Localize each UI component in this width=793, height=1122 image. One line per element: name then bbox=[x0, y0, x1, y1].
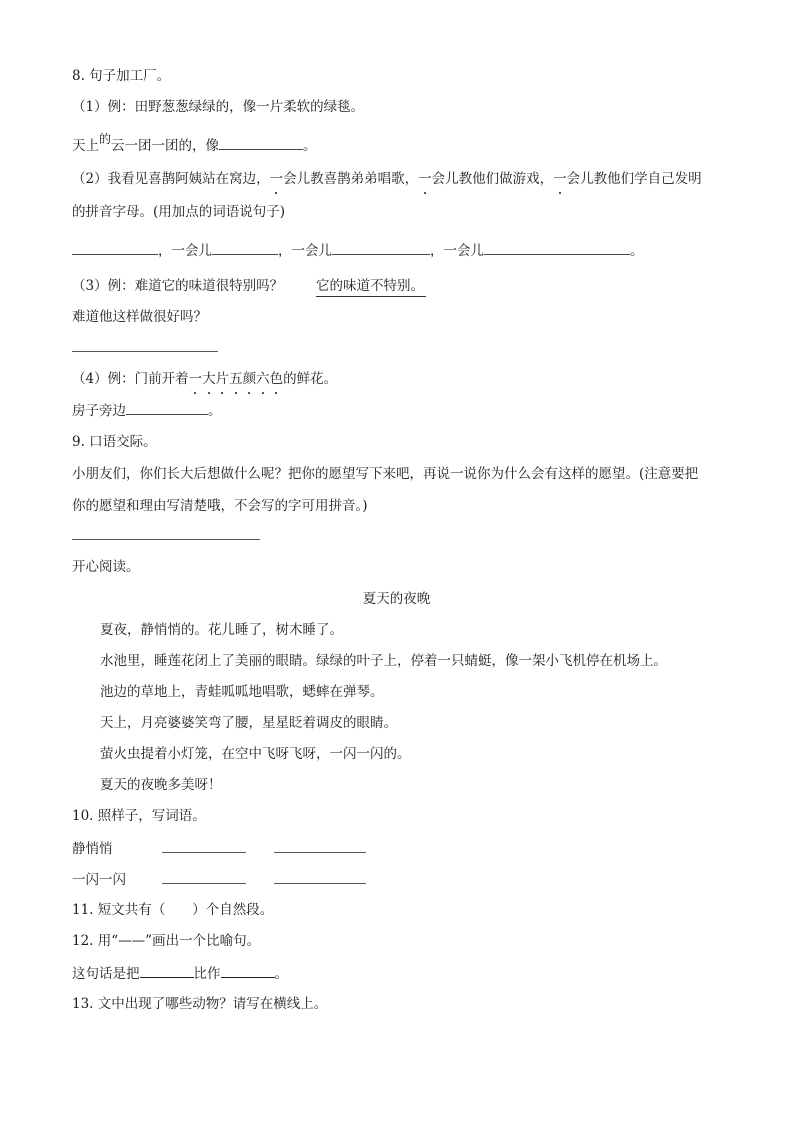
passage-paragraph: 萤火虫提着小灯笼，在空中飞呀飞呀，一闪一闪的。 bbox=[100, 746, 411, 762]
passage-title: 夏天的夜晚 bbox=[362, 591, 431, 607]
passage-paragraph: 池边的草地上，青蛙呱呱地唱歌，蟋蟀在弹琴。 bbox=[100, 684, 384, 700]
answer-line[interactable] bbox=[72, 539, 260, 540]
q12-title: 12. 用“——”画出一个比喻句。 bbox=[72, 933, 261, 949]
dotted-phrase: 一会儿 bbox=[418, 171, 459, 187]
answer-line[interactable] bbox=[274, 852, 366, 853]
q8-part3-sample-answer: 它的味道不特别。 bbox=[316, 276, 426, 297]
q10-word-2: 一闪一闪 bbox=[72, 872, 126, 888]
dotted-phrase: 一大片五颜六色 bbox=[188, 371, 284, 387]
answer-blank[interactable] bbox=[72, 240, 158, 255]
q10-word-1: 静悄悄 bbox=[72, 841, 113, 857]
q8-part4-example: （4）例：门前开着一大片五颜六色的鲜花。 bbox=[72, 371, 338, 387]
passage-paragraph: 水池里，睡莲花闭上了美丽的眼睛。绿绿的叶子上，停着一只蜻蜓，像一架小飞机停在机场上。 bbox=[100, 653, 667, 669]
passage-paragraph: 夏天的夜晚多美呀！ bbox=[100, 777, 222, 793]
q8-part4-task: 房子旁边 。 bbox=[72, 400, 222, 421]
q8-title: 8. 句子加工厂。 bbox=[72, 68, 171, 84]
q9-instructions-1: 小朋友们，你们长大后想做什么呢？把你的愿望写下来吧，再说一说你为什么会有这样的愿望。(注意要把 bbox=[72, 466, 699, 482]
passage-paragraph: 夏夜，静悄悄的。花儿睡了，树木睡了。 bbox=[100, 622, 343, 638]
q8-part2-blanks: ，一会儿 ，一会儿 ，一会儿 。 bbox=[72, 240, 644, 261]
answer-line[interactable] bbox=[162, 852, 246, 853]
answer-blank[interactable] bbox=[219, 135, 303, 150]
answer-blank[interactable] bbox=[126, 400, 208, 415]
dotted-phrase: 一会儿 bbox=[269, 171, 311, 187]
q12-task: 这句话是把 比作 。 bbox=[72, 963, 288, 984]
dotted-phrase: 一会儿 bbox=[553, 171, 594, 187]
q10-title: 10. 照样子，写词语。 bbox=[72, 808, 206, 824]
q8-part3-example: （3）例：难道它的味道很特别吗？ bbox=[72, 278, 284, 294]
q8-part1-task: 天上的云一团一团的，像 。 bbox=[72, 132, 317, 154]
q11-title: 11. 短文共有（ ）个自然段。 bbox=[72, 902, 274, 918]
q8-part2-line2: 的拼音字母。(用加点的词语说句子) bbox=[72, 204, 286, 220]
answer-blank[interactable] bbox=[332, 240, 430, 255]
answer-line[interactable] bbox=[162, 883, 246, 884]
answer-blank[interactable] bbox=[484, 240, 630, 255]
q9-instructions-2: 你的愿望和理由写清楚哦，不会写的字可用拼音。) bbox=[72, 498, 368, 514]
q8-part3-task: 难道他这样做很好吗？ bbox=[72, 309, 207, 325]
q13-title: 13. 文中出现了哪些动物？请写在横线上。 bbox=[72, 996, 328, 1012]
q9-title: 9. 口语交际。 bbox=[72, 434, 157, 450]
answer-blank[interactable] bbox=[140, 963, 194, 978]
answer-blank[interactable] bbox=[212, 240, 278, 255]
q8-part2-line1: （2）我看见喜鹊阿姨站在窝边，一会儿教喜鹊弟弟唱歌，一会儿教他们做游戏，一会儿教他们学自己发明 bbox=[72, 171, 702, 187]
answer-line[interactable] bbox=[274, 883, 366, 884]
reading-intro: 开心阅读。 bbox=[72, 559, 140, 575]
answer-blank[interactable] bbox=[221, 963, 275, 978]
q8-part1-example: （1）例：田野葱葱绿绿的，像一片柔软的绿毯。 bbox=[72, 99, 365, 115]
passage-paragraph: 天上，月亮婆婆笑弯了腰，星星眨着调皮的眼睛。 bbox=[100, 715, 397, 731]
answer-line[interactable] bbox=[72, 351, 218, 352]
